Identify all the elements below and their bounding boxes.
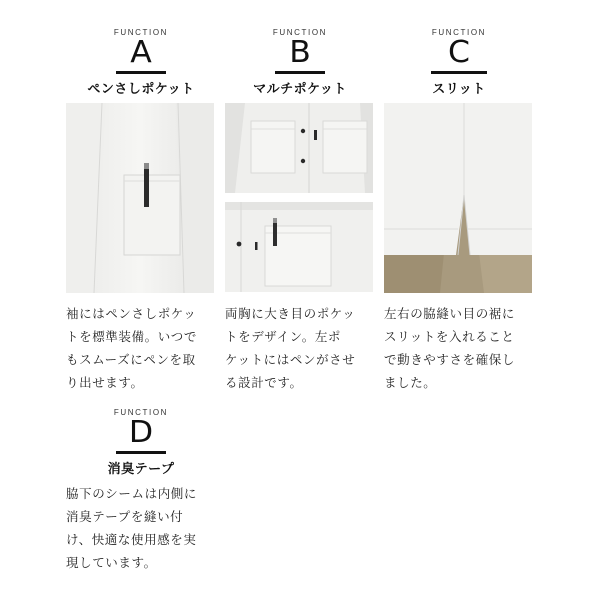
description-line: る設計です。: [225, 375, 303, 390]
function-d-rule: [116, 451, 166, 454]
description-line: 消臭テープを縫い付: [66, 509, 184, 524]
description-line: で動きやすさを確保し: [384, 352, 516, 367]
description-line: け、快適な使用感を実: [66, 532, 197, 547]
description-line: トを標準装備。いつで: [66, 329, 198, 344]
function-d-description: [66, 482, 218, 574]
function-d-letter: D: [128, 415, 154, 450]
chest-pockets-image: [225, 103, 373, 193]
description-line: もスムーズにペンを取: [66, 352, 196, 367]
function-a-header: [66, 0, 216, 100]
function-d-label: FUNCTION: [113, 408, 169, 417]
function-c-letter: C: [447, 35, 470, 70]
photo-pen-pocket: [66, 103, 214, 293]
description-line: スリットを入れること: [384, 329, 515, 344]
description-line: 現しています。: [66, 555, 157, 570]
function-b-letter: B: [289, 35, 311, 70]
function-c-header: [384, 0, 534, 100]
side-slit-image: [384, 103, 532, 293]
description-line: 袖にはペンさしポケッ: [66, 306, 197, 321]
function-a-label: FUNCTION: [113, 28, 169, 37]
function-c-title: スリット: [432, 82, 486, 97]
function-b-rule: [275, 71, 325, 74]
function-a-title: ペンさしポケット: [87, 82, 195, 97]
chest-pocket-pen-image: [225, 202, 373, 292]
photo-slit: [384, 103, 532, 293]
description-line: 脇下のシームは内側に: [66, 486, 198, 501]
sleeve-pen-pocket-image: [66, 103, 214, 293]
function-c-rule: [431, 71, 487, 74]
description-line: トをデザイン。左ポ: [225, 329, 342, 344]
photo-multi-pocket-top: [225, 103, 373, 193]
description-line: 左右の脇縫い目の裾に: [384, 306, 516, 321]
description-line: ケットにはペンがさせ: [225, 352, 356, 367]
function-a-letter: A: [130, 35, 152, 70]
function-b-description: [225, 302, 377, 394]
function-b-label: FUNCTION: [272, 28, 328, 37]
function-b-header: [225, 0, 375, 100]
function-d-title: 消臭テープ: [107, 462, 175, 477]
function-c-label: FUNCTION: [431, 28, 487, 37]
function-d-header: [66, 380, 216, 480]
description-line: り出せます。: [66, 375, 144, 390]
function-b-title: マルチポケット: [253, 82, 347, 97]
function-c-description: [384, 302, 536, 394]
description-line: 両胸に大き目のポケッ: [225, 306, 356, 321]
photo-multi-pocket-bottom: [225, 202, 373, 292]
description-line: ました。: [384, 375, 437, 390]
function-a-rule: [116, 71, 166, 74]
